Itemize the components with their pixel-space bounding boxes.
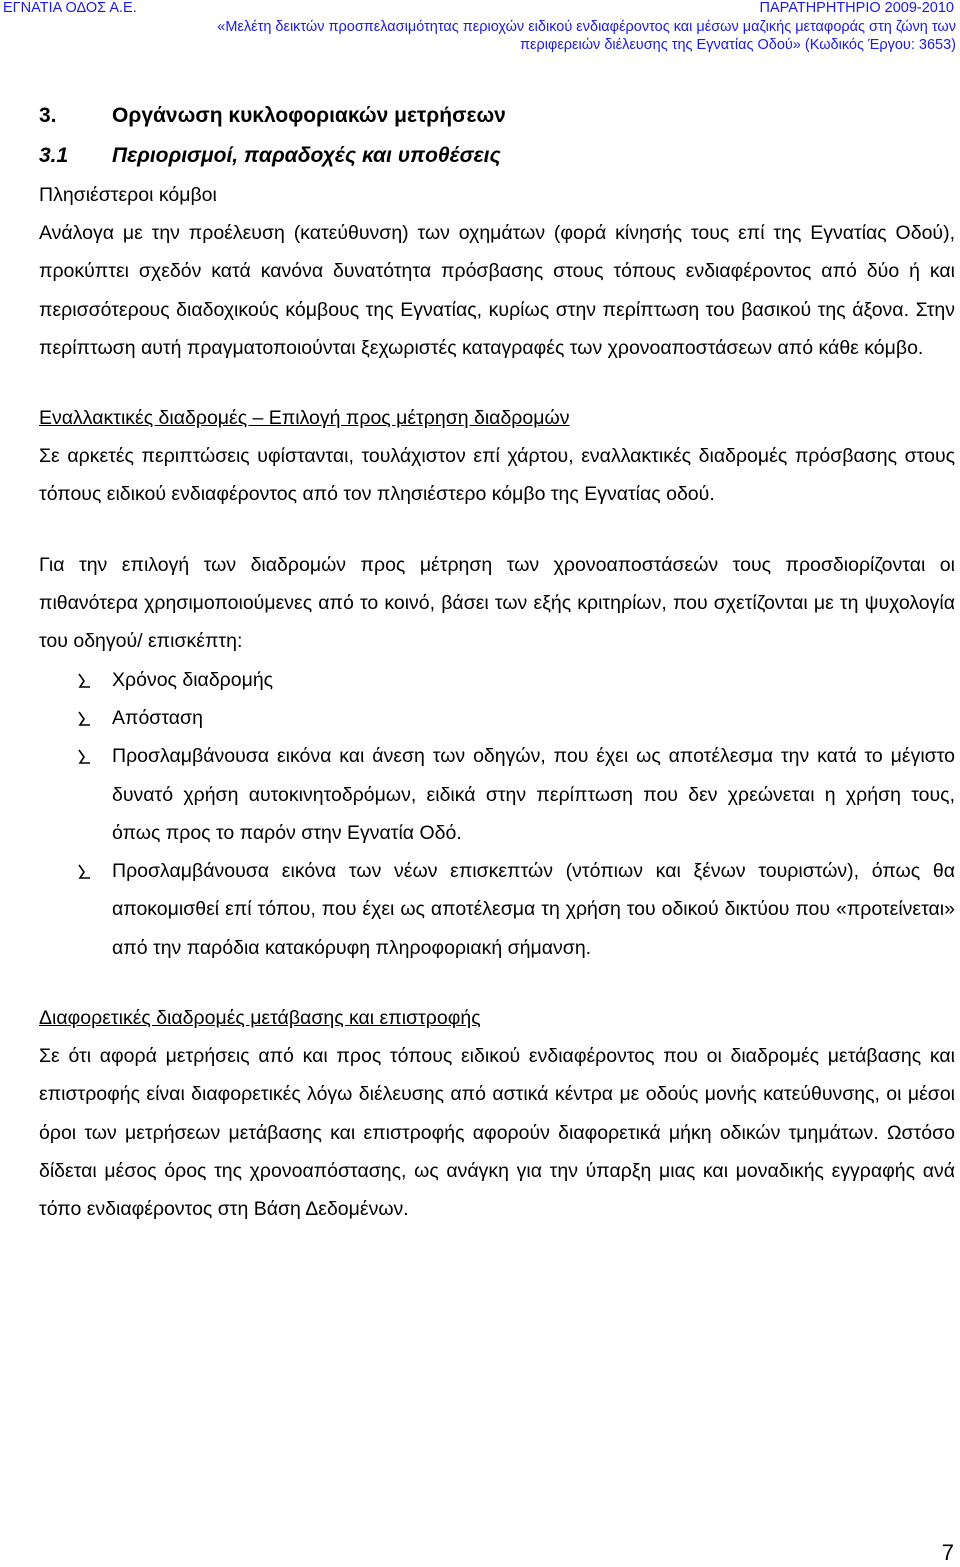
nearest-nodes-paragraph: Ανάλογα με την προέλευση (κατεύθυνση) των οχημάτων (φορά κίνησής τους επί της Εγνατίας Οδού), προκύπτει σχεδόν κατά κανόνα δυνατότητα πρόσβασης στους τόπους ενδιαφέροντος από δύο ή και περισσότερους διαδοχικούς κόμβους της Εγνατίας, κυρίως στην περίπτωση του βασικού της άξονα. Στην περίπτωση αυτή πραγματοποιούνται ξεχωριστές καταγραφές των χρονοαποστάσεων από κάθε κόμβο.	[39, 222, 955, 359]
list-item	[39, 852, 955, 967]
check-mark-icon	[77, 746, 91, 766]
header-observatory: ΠΑΡΑΤΗΡΗΤΗΡΙΟ 2009-2010	[759, 0, 954, 16]
list-item-text: Προσλαμβάνουσα εικόνα και άνεση των οδηγών, που έχει ως αποτέλεσμα την κατά το μέγιστο δυνατό χρήση αυτοκινητοδρόμων, ειδικά στην περίπτωση που δεν χρεώνεται η χρήση τους, όπως προς το παρόν στην Εγνατία Οδό.	[112, 745, 955, 844]
list-item-text: Προσλαμβάνουσα εικόνα των νέων επισκεπτών (ντόπιων και ξένων τουριστών), όπως θα αποκομισθεί επί τόπου, που έχει ως αποτέλεσμα τη χρήση του οδικού δικτύου που «προτείνεται» από την παρόδια κατακόρυφη πληροφοριακή σήμανση.	[112, 860, 955, 959]
section-title	[39, 96, 955, 136]
subsection-title	[39, 136, 955, 176]
section-title-text: Οργάνωση κυκλοφοριακών μετρήσεων	[112, 104, 506, 127]
alternative-routes-heading: Εναλλακτικές διαδρομές – Επιλογή προς μέτρηση διαδρομών	[39, 407, 570, 430]
header-project-line-2: περιφερειών διέλευσης της Εγνατίας Οδού» (Κωδικός Έργου: 3653)	[519, 37, 956, 53]
different-routes-heading: Διαφορετικές διαδρομές μετάβασης και επιστροφής	[39, 1007, 481, 1030]
header-project-line-1: «Μελέτη δεικτών προσπελασιμότητας περιοχών ειδικού ενδιαφέροντος και μέσων μαζικής μεταφοράς στη ζώνη των	[217, 19, 956, 35]
criteria-list	[39, 661, 955, 967]
list-item-text: Απόσταση	[112, 706, 203, 729]
spacer	[39, 514, 955, 546]
spacer	[39, 367, 955, 399]
list-item	[39, 699, 955, 737]
route-selection-paragraph: Για την επιλογή των διαδρομών προς μέτρηση των χρονοαποστάσεών τους προσδιορίζονται οι πιθανότερα χρησιμοποιούμενες από το κοινό, βάσει των εξής κριτηρίων, που σχετίζονται με τη ψυχολογία του οδηγού/ επισκέπτη:	[39, 553, 955, 653]
alternative-routes-paragraph: Σε αρκετές περιπτώσεις υφίστανται, τουλάχιστον επί χάρτου, εναλλακτικές διαδρομές πρόσβασης στους τόπους ειδικού ενδιαφέροντος από τον πλησιέστερο κόμβο της Εγνατίας οδού.	[39, 445, 955, 506]
document-body	[39, 96, 955, 1229]
header-organization: ΕΓΝΑΤΙΑ ΟΔΟΣ Α.Ε.	[3, 0, 137, 16]
check-mark-icon	[77, 670, 91, 690]
list-item-text: Χρόνος διαδρομής	[112, 668, 274, 691]
check-mark-icon	[77, 861, 91, 881]
nearest-nodes-heading: Πλησιέστεροι κόμβοι	[39, 184, 217, 206]
section-number: 3.	[39, 104, 57, 127]
list-item	[39, 661, 955, 699]
different-routes-paragraph: Σε ότι αφορά μετρήσεις από και προς τόπους ειδικού ενδιαφέροντος που οι διαδρομές μετάβασης και επιστροφής είναι διαφορετικές λόγω διέλευσης από αστικά κέντρα με οδούς μονής κατεύθυνσης, οι μέσοι όροι των μετρήσεων μετάβασης και επιστροφής αφορούν διαφορετικά μήκη οδικών τμημάτων. Ωστόσο δίδεται μέσος όρος της χρονοαπόστασης, ως ανάγκη για την ύπαρξη μιας και μοναδικής εγγραφής ανά τόπο ενδιαφέροντος στη Βάση Δεδομένων.	[39, 1045, 955, 1221]
header-project-title	[40, 18, 956, 54]
check-mark-icon	[77, 708, 91, 728]
page-number: 7	[941, 1540, 954, 1565]
subsection-title-text: Περιορισμοί, παραδοχές και υποθέσεις	[112, 144, 501, 167]
list-item	[39, 737, 955, 852]
subsection-number: 3.1	[39, 144, 69, 167]
spacer	[39, 967, 955, 999]
